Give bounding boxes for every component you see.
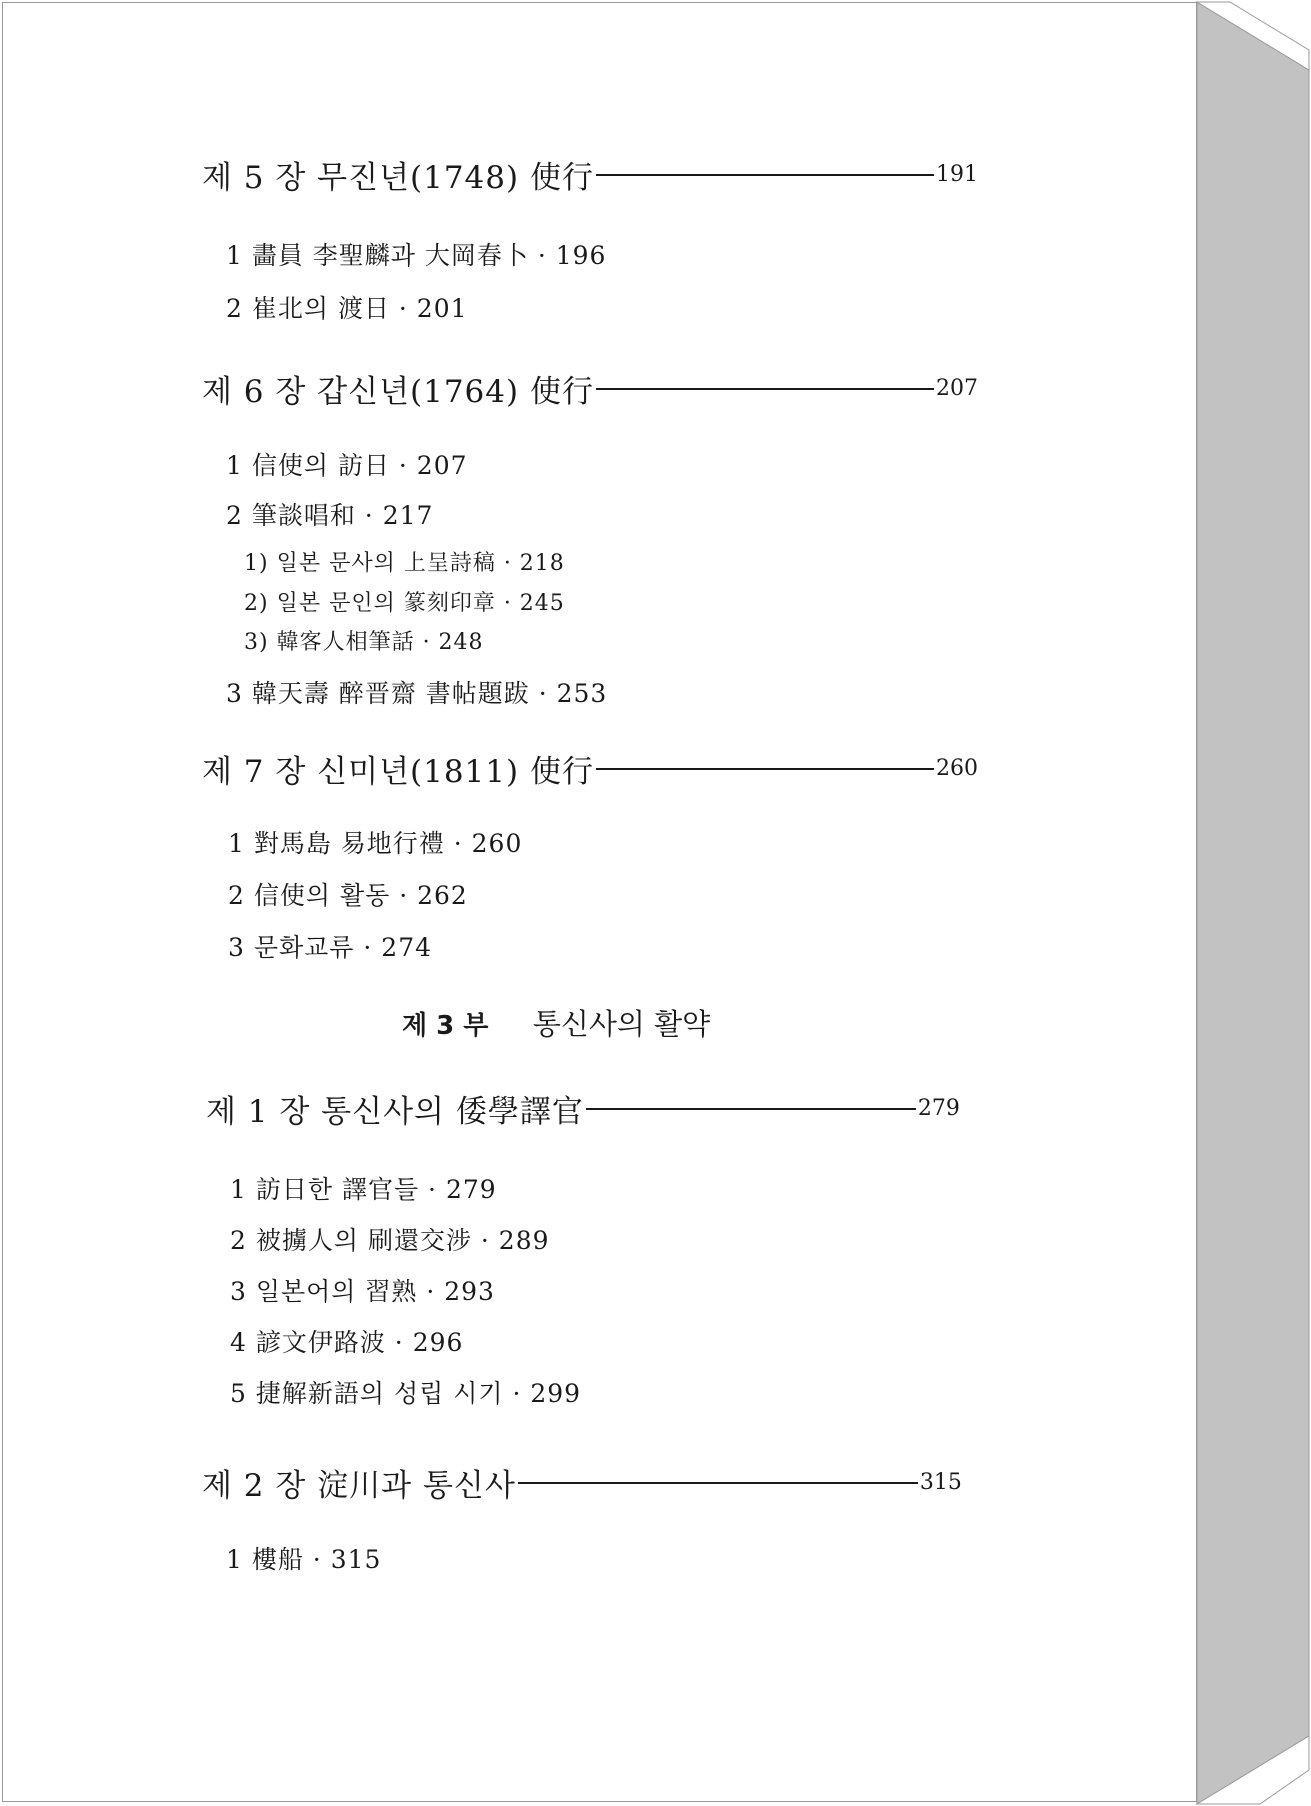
chapter-title: 제 5 장 무진년(1748) 使行 (202, 160, 594, 196)
part-title: 통신사의 활약 (532, 1007, 711, 1041)
toc-chapter-7[interactable] (202, 746, 978, 791)
toc-part-3[interactable] (402, 1002, 710, 1043)
toc-section[interactable]: 4 諺文伊路波 · 296 (230, 1328, 464, 1357)
chapter-page: 191 (935, 162, 978, 187)
chapter-page: 260 (935, 756, 978, 781)
toc-section[interactable]: 1 信使의 訪日 · 207 (226, 451, 468, 480)
toc-section[interactable]: 2 被擄人의 刷還交涉 · 289 (230, 1226, 550, 1255)
leader-line (518, 1482, 918, 1484)
toc-subsection[interactable]: 3) 韓客人相筆話 · 248 (244, 630, 484, 655)
spine-face (1197, 2, 1309, 1804)
leader-line (586, 1108, 916, 1110)
chapter-title: 제 1 장 통신사의 倭學譯官 (206, 1094, 584, 1130)
toc-part3-chapter-2[interactable] (202, 1460, 962, 1505)
toc-section[interactable]: 3 문화교류 · 274 (228, 933, 433, 962)
toc-section[interactable]: 2 信使의 활동 · 262 (228, 881, 468, 910)
part-label: 제 3 부 (402, 1011, 489, 1041)
chapter-title: 제 2 장 淀川과 통신사 (202, 1468, 516, 1504)
toc-section[interactable]: 2 崔北의 渡日 · 201 (226, 294, 468, 323)
toc-section[interactable]: 1 對馬島 易地行禮 · 260 (228, 829, 523, 858)
leader-line (596, 388, 934, 390)
chapter-title: 제 6 장 갑신년(1764) 使行 (202, 374, 594, 410)
toc-subsection[interactable]: 2) 일본 문인의 篆刻印章 · 245 (244, 591, 565, 616)
toc-section[interactable]: 3 韓天壽 醉晋齋 書帖題跋 · 253 (226, 679, 608, 708)
chapter-page: 207 (935, 376, 978, 401)
toc-part3-chapter-1[interactable] (206, 1086, 960, 1131)
toc-section[interactable]: 1 畵員 李聖麟과 大岡春卜 · 196 (226, 241, 607, 270)
toc-section[interactable]: 5 捷解新語의 성립 시기 · 299 (230, 1379, 582, 1408)
toc-subsection[interactable]: 1) 일본 문사의 上呈詩稿 · 218 (244, 551, 565, 576)
chapter-title: 제 7 장 신미년(1811) 使行 (202, 754, 594, 790)
toc-section[interactable]: 1 訪日한 譯官들 · 279 (230, 1175, 497, 1204)
leader-line (596, 768, 934, 770)
toc-chapter-6[interactable] (202, 366, 978, 411)
chapter-page: 279 (917, 1096, 960, 1121)
chapter-page: 315 (919, 1470, 962, 1495)
toc-chapter-5[interactable] (202, 152, 978, 197)
leader-line (596, 174, 934, 176)
toc-section[interactable]: 3 일본어의 習熟 · 293 (230, 1277, 495, 1306)
toc-section[interactable]: 2 筆談唱和 · 217 (226, 501, 434, 530)
toc-section[interactable]: 1 樓船 · 315 (226, 1545, 382, 1574)
